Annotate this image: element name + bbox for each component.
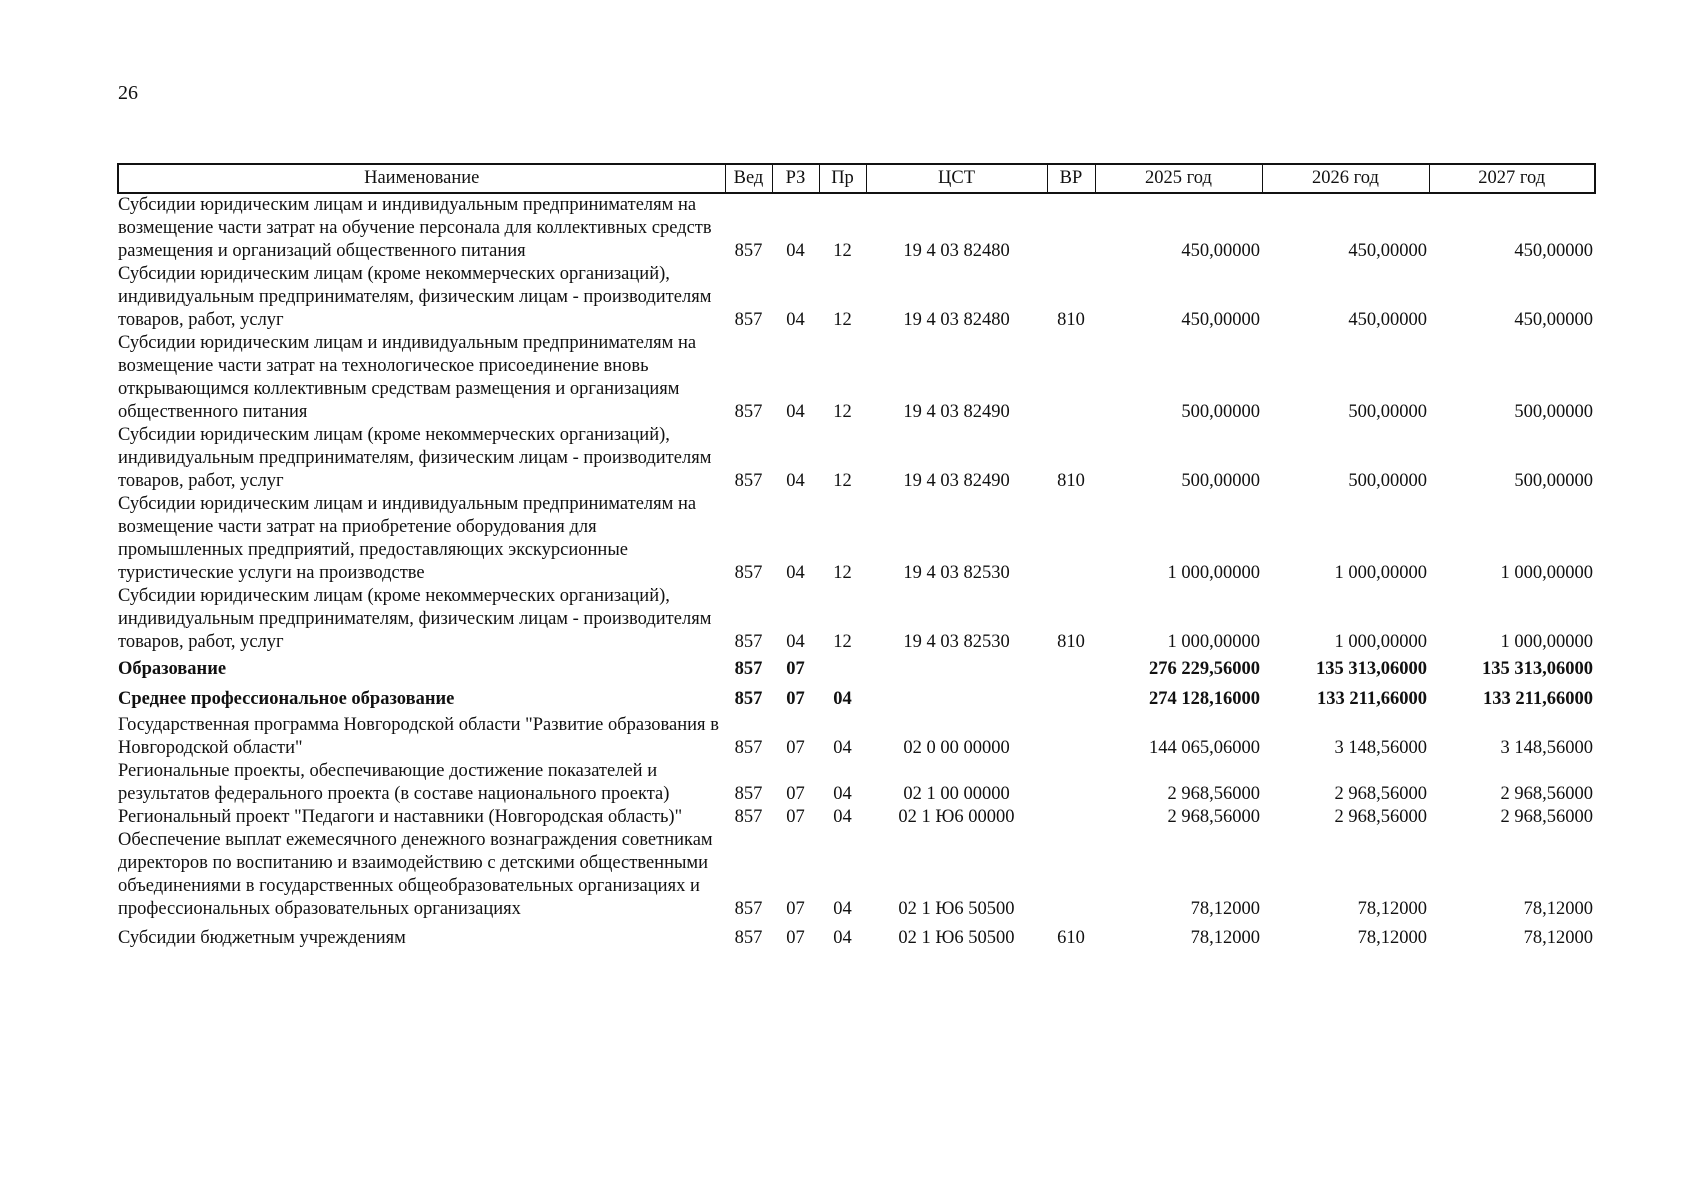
row-value-2026: 450,00000 [1348,241,1427,261]
table-row [118,684,1595,714]
row-name: Субсидии юридическим лицам и индивидуальным предпринимателям на возмещение части затрат на приобретение оборудования для промышленных предприятий, предоставляющих экскурсионные туристические услуги на производстве [118,494,697,583]
row-value-2027: 1 000,00000 [1500,632,1593,652]
row-value-2025: 1 000,00000 [1167,563,1260,583]
row-rz: 07 [786,807,805,827]
row-value-2025: 78,12000 [1190,928,1260,948]
row-rz: 07 [786,738,805,758]
row-value-2026: 133 211,66000 [1317,689,1427,709]
row-value-2026: 135 313,06000 [1316,659,1427,679]
header-2025: 2025 год [1095,164,1262,193]
row-value-2026: 1 000,00000 [1334,632,1427,652]
row-ved: 857 [734,563,763,583]
row-name: Среднее профессиональное образование [118,689,455,709]
row-vr [1047,829,1095,921]
row-value-2025: 450,00000 [1181,241,1260,261]
row-value-2026: 78,12000 [1357,928,1427,948]
table-row [118,193,1595,263]
header-cst: ЦСТ [866,164,1047,193]
row-cst: 02 1 Ю6 50500 [898,928,1015,948]
row-value-2027: 2 968,56000 [1500,784,1593,804]
table-body [118,193,1595,950]
row-name: Субсидии бюджетным учреждениям [118,928,406,948]
row-cst: 02 1 Ю6 00000 [898,807,1015,827]
row-value-2025: 276 229,56000 [1149,659,1260,679]
row-vr [1047,806,1095,829]
row-value-2025: 2 968,56000 [1167,807,1260,827]
row-rz: 04 [786,241,805,261]
row-pr: 12 [833,563,852,583]
table-row [118,829,1595,921]
row-pr: 12 [833,241,852,261]
row-ved: 857 [734,689,763,709]
row-value-2027: 450,00000 [1514,241,1593,261]
row-value-2027: 500,00000 [1514,471,1593,491]
row-value-2027: 1 000,00000 [1500,563,1593,583]
row-pr: 04 [833,899,852,919]
row-ved: 857 [734,310,763,330]
row-value-2027: 3 148,56000 [1500,738,1593,758]
table-row [118,714,1595,760]
row-pr [819,654,866,684]
table-row [118,654,1595,684]
row-cst [866,684,1047,714]
row-pr: 04 [833,928,852,948]
row-name: Субсидии юридическим лицам и индивидуальным предпринимателям на возмещение части затрат на обучение персонала для коллективных средств размещения и организаций общественного питания [118,195,712,261]
table-row [118,424,1595,493]
row-cst: 19 4 03 82530 [903,632,1010,652]
row-rz: 04 [786,563,805,583]
row-name: Субсидии юридическим лицам (кроме некоммерческих организаций), индивидуальным предпринимателям, физическим лицам - производителям товаров, работ, услуг [118,586,712,652]
row-cst: 02 1 00 00000 [903,784,1010,804]
table-row [118,263,1595,332]
row-vr [1047,760,1095,806]
row-value-2026: 78,12000 [1357,899,1427,919]
row-ved: 857 [734,928,763,948]
row-name: Региональные проекты, обеспечивающие достижение показателей и результатов федерального проекта (в составе национального проекта) [118,761,670,804]
row-rz: 04 [786,471,805,491]
row-vr [1047,654,1095,684]
header-pr: Пр [819,164,866,193]
row-value-2025: 144 065,06000 [1149,738,1260,758]
row-value-2025: 274 128,16000 [1149,689,1260,709]
page-number: 26 [118,82,138,104]
budget-table [117,163,1596,950]
row-rz: 07 [786,928,805,948]
header-2027: 2027 год [1429,164,1595,193]
row-value-2025: 500,00000 [1181,402,1260,422]
row-cst: 02 0 00 00000 [903,738,1010,758]
row-rz: 07 [786,689,805,709]
row-value-2025: 500,00000 [1181,471,1260,491]
row-cst: 19 4 03 82480 [903,310,1010,330]
row-pr: 04 [833,738,852,758]
row-value-2027: 500,00000 [1514,402,1593,422]
header-2026: 2026 год [1262,164,1429,193]
header-vr: ВР [1047,164,1095,193]
row-rz: 07 [786,659,805,679]
table-row [118,332,1595,424]
row-value-2026: 1 000,00000 [1334,563,1427,583]
row-pr: 04 [833,784,852,804]
row-value-2027: 135 313,06000 [1482,659,1593,679]
row-value-2026: 500,00000 [1348,471,1427,491]
row-pr: 12 [833,632,852,652]
row-pr: 04 [833,689,852,709]
row-cst: 19 4 03 82490 [903,402,1010,422]
row-ved: 857 [734,471,763,491]
row-value-2026: 2 968,56000 [1334,807,1427,827]
row-ved: 857 [734,402,763,422]
row-rz: 07 [786,784,805,804]
table-row [118,493,1595,585]
header-ved: Вед [725,164,772,193]
row-value-2026: 2 968,56000 [1334,784,1427,804]
row-value-2026: 450,00000 [1348,310,1427,330]
row-name: Субсидии юридическим лицам и индивидуальным предпринимателям на возмещение части затрат на технологическое присоединение вновь открывающимся коллективным средствам размещения и организациям общественного питания [118,333,697,422]
table-row [118,921,1595,950]
row-value-2027: 133 211,66000 [1483,689,1593,709]
header-name: Наименование [118,164,725,193]
row-vr: 810 [1057,471,1085,491]
row-rz: 07 [786,899,805,919]
table-header-row [118,164,1595,193]
row-value-2027: 78,12000 [1523,899,1593,919]
row-ved: 857 [734,241,763,261]
table-row [118,760,1595,806]
row-ved: 857 [734,807,763,827]
row-cst: 19 4 03 82480 [903,241,1010,261]
row-vr [1047,493,1095,585]
row-cst [866,654,1047,684]
table-row [118,585,1595,654]
row-vr: 610 [1057,928,1085,948]
row-name: Региональный проект "Педагоги и наставники (Новгородская область)" [118,807,683,827]
row-name: Обеспечение выплат ежемесячного денежного вознаграждения советникам директоров по воспитанию и взаимодействию с детскими общественными объединениями в государственных общеобразовательных организациях и профессиональных образовательных организациях [118,830,713,919]
row-cst: 19 4 03 82530 [903,563,1010,583]
row-vr: 810 [1057,310,1085,330]
row-pr: 12 [833,310,852,330]
row-vr [1047,332,1095,424]
row-value-2025: 450,00000 [1181,310,1260,330]
row-vr: 810 [1057,632,1085,652]
row-name: Государственная программа Новгородской области "Развитие образования в Новгородской области" [118,715,719,758]
row-ved: 857 [734,738,763,758]
row-name: Субсидии юридическим лицам (кроме некоммерческих организаций), индивидуальным предпринимателям, физическим лицам - производителям товаров, работ, услуг [118,264,712,330]
row-name: Субсидии юридическим лицам (кроме некоммерческих организаций), индивидуальным предпринимателям, физическим лицам - производителям товаров, работ, услуг [118,425,712,491]
row-pr: 12 [833,471,852,491]
row-pr: 04 [833,807,852,827]
row-cst: 02 1 Ю6 50500 [898,899,1015,919]
row-value-2027: 450,00000 [1514,310,1593,330]
row-value-2025: 2 968,56000 [1167,784,1260,804]
row-value-2025: 78,12000 [1190,899,1260,919]
row-vr [1047,193,1095,263]
row-pr: 12 [833,402,852,422]
row-vr [1047,684,1095,714]
row-name: Образование [118,659,227,679]
row-rz: 04 [786,632,805,652]
row-value-2025: 1 000,00000 [1167,632,1260,652]
row-value-2027: 2 968,56000 [1500,807,1593,827]
row-ved: 857 [734,632,763,652]
row-ved: 857 [734,784,763,804]
header-rz: РЗ [772,164,819,193]
row-ved: 857 [734,659,763,679]
row-cst: 19 4 03 82490 [903,471,1010,491]
row-vr [1047,714,1095,760]
row-rz: 04 [786,402,805,422]
row-value-2027: 78,12000 [1523,928,1593,948]
row-value-2026: 3 148,56000 [1334,738,1427,758]
row-value-2026: 500,00000 [1348,402,1427,422]
table-row [118,806,1595,829]
row-rz: 04 [786,310,805,330]
row-ved: 857 [734,899,763,919]
